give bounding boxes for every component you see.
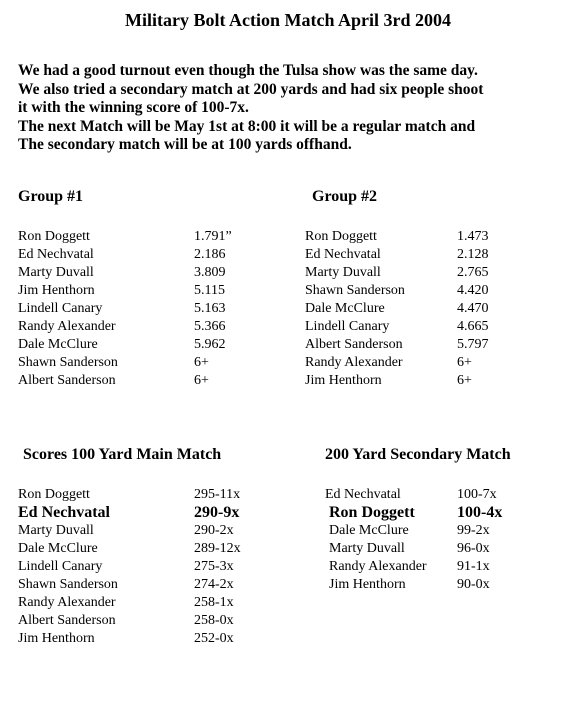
table-row: [305, 228, 565, 246]
table-row: [18, 540, 308, 558]
shooter-name: Lindell Canary: [18, 301, 103, 316]
shooter-name: Randy Alexander: [18, 595, 116, 610]
table-row: [325, 540, 570, 558]
shooter-name: Albert Sanderson: [305, 337, 403, 352]
table-row: [305, 318, 565, 336]
table-row: [305, 300, 565, 318]
shooter-name: Randy Alexander: [18, 319, 116, 334]
intro-line: We also tried a secondary match at 200 yards and had six people shoot: [18, 80, 484, 98]
group-size: 5.115: [194, 283, 225, 298]
table-row: [305, 264, 565, 282]
table-row: [325, 558, 570, 576]
shooter-name: Albert Sanderson: [18, 613, 116, 628]
group-size: 1.791”: [194, 229, 232, 244]
shooter-name: Marty Duvall: [18, 265, 94, 280]
shooter-name: Ed Nechvatal: [325, 487, 401, 502]
table-row: [305, 336, 565, 354]
table-row: [18, 318, 278, 336]
group-size: 6+: [194, 373, 209, 388]
shooter-name: Albert Sanderson: [18, 373, 116, 388]
table-row: [18, 246, 278, 264]
table-row: [325, 486, 570, 504]
score: 289-12x: [194, 541, 241, 556]
shooter-name: Shawn Sanderson: [18, 355, 118, 370]
table-row: [325, 504, 570, 522]
group-size: 5.962: [194, 337, 226, 352]
score: 258-0x: [194, 613, 234, 628]
score: 252-0x: [194, 631, 234, 646]
group1-section: [18, 187, 278, 388]
table-row: [18, 264, 278, 282]
shooter-name: Jim Henthorn: [329, 577, 406, 592]
shooter-name: Ed Nechvatal: [305, 247, 381, 262]
shooter-name: Dale McClure: [329, 523, 409, 538]
table-row: [325, 522, 570, 540]
shooter-name: Ron Doggett: [18, 487, 90, 502]
shooter-name: Ron Doggett: [18, 229, 90, 244]
table-row: [18, 558, 308, 576]
group-size: 1.473: [457, 229, 489, 244]
shooter-name: Marty Duvall: [305, 265, 381, 280]
intro-paragraph: [18, 62, 574, 155]
shooter-name: Jim Henthorn: [18, 631, 95, 646]
shooter-name: Randy Alexander: [329, 559, 427, 574]
shooter-name: Ed Nechvatal: [18, 504, 110, 521]
table-row: [305, 372, 565, 390]
score: 90-0x: [457, 577, 490, 592]
intro-line: it with the winning score of 100-7x.: [18, 99, 249, 116]
shooter-name: Shawn Sanderson: [18, 577, 118, 592]
shooter-name: Dale McClure: [18, 337, 98, 352]
shooter-name: Lindell Canary: [18, 559, 103, 574]
score: 274-2x: [194, 577, 234, 592]
table-row: [18, 612, 308, 630]
table-row: [18, 282, 278, 300]
shooter-name: Marty Duvall: [18, 523, 94, 538]
group-size: 4.665: [457, 319, 489, 334]
intro-line: The secondary match will be at 100 yards offhand.: [18, 136, 352, 153]
group-size: 2.128: [457, 247, 489, 262]
shooter-name: Ron Doggett: [305, 229, 377, 244]
group1-heading: Group #1: [18, 188, 84, 205]
score: 96-0x: [457, 541, 490, 556]
table-row: [325, 576, 570, 594]
group-size: 4.420: [457, 283, 489, 298]
group-size: 3.809: [194, 265, 226, 280]
shooter-name: Randy Alexander: [305, 355, 403, 370]
score: 100-4x: [457, 504, 503, 521]
shooter-name: Dale McClure: [305, 301, 385, 316]
group-size: 5.163: [194, 301, 226, 316]
table-row: [305, 354, 565, 372]
main-match-section: [18, 445, 308, 646]
group-size: 6+: [457, 355, 472, 370]
table-row: [305, 246, 565, 264]
group-size: 2.186: [194, 247, 226, 262]
table-row: [18, 522, 308, 540]
score: 290-9x: [194, 504, 240, 521]
main-match-heading: Scores 100 Yard Main Match: [23, 446, 222, 463]
group-size: 6+: [457, 373, 472, 388]
table-row: [18, 630, 308, 648]
table-row: [18, 300, 278, 318]
intro-line: We had a good turnout even though the Tulsa show was the same day.: [18, 62, 478, 79]
table-row: [305, 282, 565, 300]
shooter-name: Shawn Sanderson: [305, 283, 405, 298]
group-size: 2.765: [457, 265, 489, 280]
shooter-name: Lindell Canary: [305, 319, 390, 334]
score: 290-2x: [194, 523, 234, 538]
shooter-name: Marty Duvall: [329, 541, 405, 556]
score: 91-1x: [457, 559, 490, 574]
shooter-name: Jim Henthorn: [305, 373, 382, 388]
table-row: [18, 504, 308, 522]
group-size: 6+: [194, 355, 209, 370]
score: 99-2x: [457, 523, 490, 538]
group2-section: [305, 187, 565, 388]
table-row: [18, 372, 278, 390]
score: 258-1x: [194, 595, 234, 610]
table-row: [18, 486, 308, 504]
score: 295-11x: [194, 487, 241, 502]
table-row: [18, 594, 308, 612]
score: 100-7x: [457, 487, 497, 502]
table-row: [18, 336, 278, 354]
score: 275-3x: [194, 559, 234, 574]
page-title: Military Bolt Action Match April 3rd 2004: [125, 10, 451, 30]
group-size: 5.366: [194, 319, 226, 334]
table-row: [18, 354, 278, 372]
shooter-name: Jim Henthorn: [18, 283, 95, 298]
group2-heading: Group #2: [312, 188, 378, 205]
secondary-match-section: [325, 445, 570, 592]
shooter-name: Ron Doggett: [329, 504, 415, 521]
table-row: [18, 228, 278, 246]
group-size: 4.470: [457, 301, 489, 316]
secondary-match-heading: 200 Yard Secondary Match: [325, 446, 511, 463]
group-size: 5.797: [457, 337, 489, 352]
table-row: [18, 576, 308, 594]
shooter-name: Dale McClure: [18, 541, 98, 556]
intro-line: The next Match will be May 1st at 8:00 it will be a regular match and: [18, 117, 476, 135]
shooter-name: Ed Nechvatal: [18, 247, 94, 262]
